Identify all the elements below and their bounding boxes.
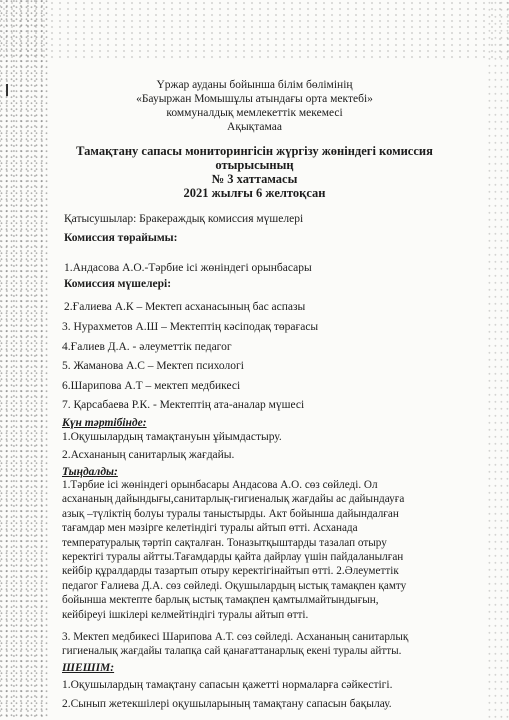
member-item: 3. Нурахметов А.Ш – Мектептің кәсіподақ төрағасы xyxy=(62,321,319,333)
scan-noise-top xyxy=(0,0,509,60)
title-line-3: № 3 хаттамасы xyxy=(211,172,298,186)
heard-paragraph-2 xyxy=(62,630,460,659)
attendees: Қатысушылар: Бракераждық комиссия мүшелері xyxy=(64,213,304,225)
header-line-4: Ақықтамаа xyxy=(227,121,282,133)
decision-item: 1.Оқушылардың тамақтану сапасын қажетті нормаларға сәйкестігі. xyxy=(62,679,393,691)
agenda-heading: Күн тәртібінде: xyxy=(62,417,147,429)
title-line-4: 2021 жылғы 6 желтоқсан xyxy=(183,186,326,200)
paragraph-line: керектігі туралы айтты.Тағамдарды қайта дайрлау үшін пайдаланылған xyxy=(62,551,404,564)
member-item: 5. Жаманова А.С – Мектеп психологі xyxy=(62,360,244,372)
heard-heading: Тыңдалды: xyxy=(62,466,118,478)
paragraph-line: гигиеналық жағдайы талапқа сай қанағаттанарлық екені туралы айтты. xyxy=(62,645,402,658)
paragraph-line: педагог Ғалиева Д.А. сөз сөйледі. Оқушылардың ыстық тамақпен қамту xyxy=(62,579,407,592)
paragraph-line: тағамдар мен мәзірге келетіндігі туралы айтып өтті. Асханада xyxy=(62,522,358,535)
paragraph-line: асхананың дайындығы,санитарлық-гигиеналық жағдайы ас дайындауға xyxy=(62,493,405,506)
decision-heading: ШЕШІМ: xyxy=(62,662,115,674)
paragraph-line: кейбір құралдарды тазартып отыру керектігінайтып өтті. 2.Әлеуметтік xyxy=(62,565,399,578)
heard-paragraph-1 xyxy=(62,478,460,622)
title-line-2: отырысының xyxy=(215,158,294,172)
member-item: 2.Ғалиева А.К – Мектеп асханасының бас аспазы xyxy=(64,301,306,313)
header-line-3: коммуналдық мемлекеттік мекемесі xyxy=(166,107,343,119)
agenda-item: 2.Асхананың санитарлық жағдайы. xyxy=(62,449,235,461)
member-item: 4.Ғалиев Д.А. - әлеуметтік педагог xyxy=(62,341,232,353)
header-line-2: «Бауыржан Момышұлы атындағы орта мектебі» xyxy=(136,93,373,105)
member-item: 7. Қарсабаева Р.К. - Мектептің ата-аналар мүшесі xyxy=(62,399,305,411)
chair: 1.Андасова А.О.-Тәрбие ісі жөніндегі орынбасары xyxy=(64,262,312,274)
decision-item: 2.Сынып жетекшілері оқушыларының тамақтану сапасын бақылау. xyxy=(62,698,392,710)
paragraph-line: 3. Мектеп медбикесі Шарипова А.Т. сөз сөйледі. Асхананың санитарлық xyxy=(62,631,409,643)
paragraph-line: 1.Тәрбие ісі жөніндегі орынбасары Андасова А.О. сөз сөйледі. Ол xyxy=(62,479,378,491)
chair-heading: Комиссия төрайымы: xyxy=(64,232,178,244)
members-heading: Комиссия мүшелері: xyxy=(64,278,172,290)
title-line-1: Тамақтану сапасы мониторингісін жүргізу жөніндегі комиссия xyxy=(76,144,433,158)
paragraph-line: кейбіреуі ішкілері келмейтіндігі туралы айтып өтті. xyxy=(62,608,309,621)
paragraph-line: азық –түліктің болуы туралы таныстырды. Акт бойынша дайындалған xyxy=(62,507,399,520)
agenda-item: 1.Оқушылардың тамақтануын ұйымдастыру. xyxy=(62,431,282,443)
member-item: 6.Шарипова А.Т – мектеп медбикесі xyxy=(62,380,241,392)
header-line-1: Үржар ауданы бойынша білім бөлімінің xyxy=(156,79,353,91)
paragraph-line: температуралық тәртіп сақталған. Тоназытқыштарды тазалап отыру xyxy=(62,536,387,549)
paragraph-line: бойынша мектепте барлық ыстық тамақпен қамтылмайтындығын, xyxy=(62,594,379,607)
